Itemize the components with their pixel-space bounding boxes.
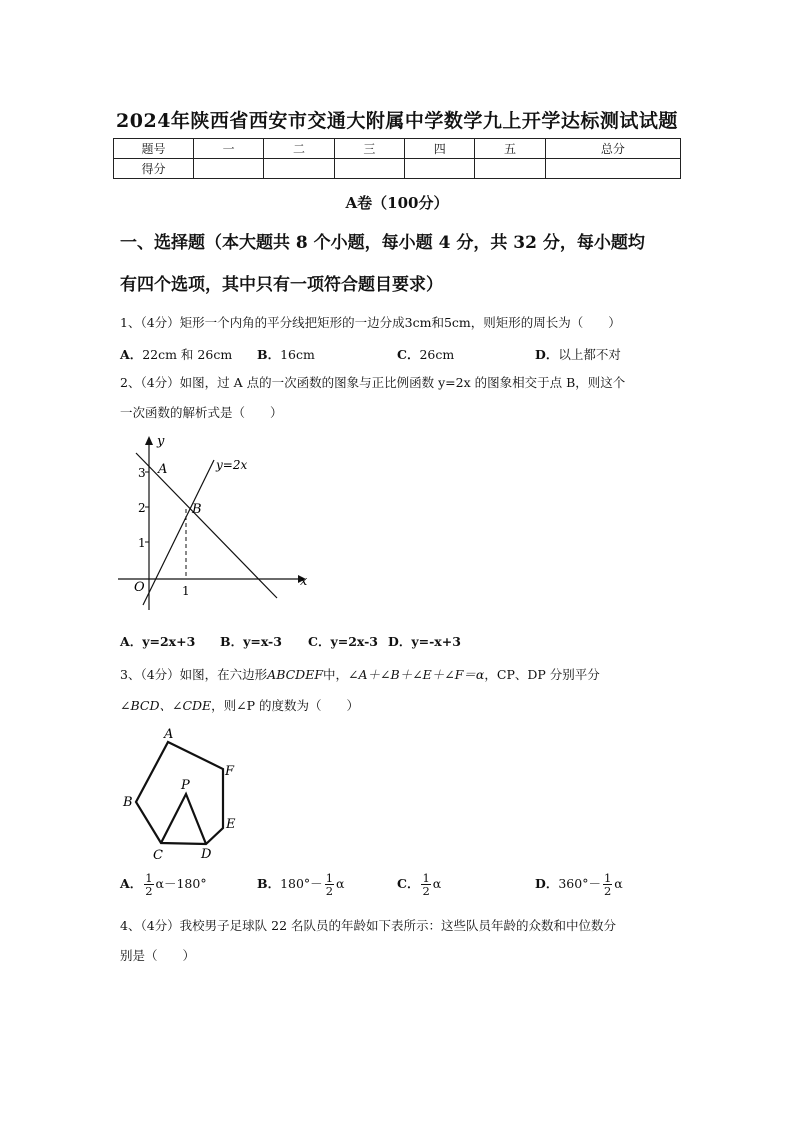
option-text: y=x-3 bbox=[243, 634, 282, 649]
option-label: A． bbox=[120, 347, 143, 362]
q3-hexagon-figure bbox=[115, 722, 255, 867]
q3-line1-post: ，CP、DP 分别平分 bbox=[484, 667, 600, 682]
vertex-c-label: C bbox=[153, 848, 163, 863]
score-row-label: 得分 bbox=[114, 159, 194, 179]
option-post: α bbox=[614, 876, 623, 891]
origin-label: O bbox=[134, 580, 145, 595]
q1-option-a[interactable] bbox=[120, 345, 232, 363]
option-label: A． bbox=[120, 634, 143, 649]
y-tick-label-3: 3 bbox=[138, 466, 146, 480]
q3-line1-pre: 3、（4分）如图，在六边形 bbox=[120, 667, 268, 682]
option-post: α－180° bbox=[155, 876, 207, 891]
option-text: 16cm bbox=[280, 347, 315, 362]
fraction-numerator: 1 bbox=[603, 871, 612, 885]
fraction-numerator: 1 bbox=[145, 871, 153, 885]
score-table-header-cell: 五 bbox=[475, 139, 545, 159]
option-label: D． bbox=[388, 634, 412, 649]
hexagon-abcdef bbox=[136, 742, 223, 844]
line-equation-label: y=2x bbox=[216, 458, 248, 472]
q2-option-b[interactable] bbox=[220, 632, 282, 650]
section-a-heading: A卷（100分） bbox=[345, 194, 449, 212]
q3-line2-post: ，则∠P 的度数为（ ） bbox=[211, 698, 360, 713]
option-label: B． bbox=[257, 347, 281, 362]
point-a-label: A bbox=[158, 462, 168, 477]
q3-option-c[interactable] bbox=[397, 872, 441, 897]
vertex-f-label: F bbox=[225, 764, 235, 779]
score-table-header-cell: 一 bbox=[194, 139, 264, 159]
fraction-half bbox=[603, 872, 612, 897]
score-cell bbox=[264, 159, 334, 179]
q4-text-line2: 别是（ ） bbox=[120, 948, 196, 963]
y-axis-label: y bbox=[157, 434, 165, 449]
q2-option-a[interactable] bbox=[120, 632, 195, 650]
option-label: B． bbox=[220, 634, 244, 649]
option-label: D． bbox=[535, 876, 559, 891]
vertex-p-label: P bbox=[181, 778, 190, 793]
score-table-header-cell: 二 bbox=[264, 139, 334, 159]
line-y-2x bbox=[143, 460, 214, 605]
option-text: y=-x+3 bbox=[411, 634, 461, 649]
vertex-e-label: E bbox=[226, 817, 236, 832]
score-cell bbox=[334, 159, 404, 179]
option-label: A． bbox=[120, 876, 143, 891]
q3-angles: ∠BCD、∠CDE bbox=[120, 698, 212, 713]
score-table-score-row bbox=[114, 159, 681, 179]
option-label: C． bbox=[397, 347, 420, 362]
score-cell bbox=[405, 159, 475, 179]
q1-option-b[interactable] bbox=[257, 345, 315, 363]
option-text: y=2x+3 bbox=[142, 634, 196, 649]
q2-text-line2: 一次函数的解析式是（ ） bbox=[120, 405, 283, 420]
q1-option-c[interactable] bbox=[397, 345, 454, 363]
fraction-half bbox=[325, 872, 334, 897]
q1-option-d[interactable] bbox=[535, 345, 621, 363]
option-text: y=2x-3 bbox=[330, 634, 379, 649]
q3-option-a[interactable] bbox=[120, 872, 207, 897]
option-label: C． bbox=[308, 634, 331, 649]
part1-heading-line1: 一、选择题（本大题共 8 个小题，每小题 4 分，共 32 分，每小题均 bbox=[120, 233, 645, 253]
option-label: B． bbox=[257, 876, 281, 891]
option-label: D． bbox=[535, 347, 559, 362]
fraction-denominator: 2 bbox=[145, 884, 153, 898]
q1-text: 1、（4分）矩形一个内角的平分线把矩形的一边分成3cm和5cm，则矩形的周长为（ ） bbox=[120, 315, 621, 330]
point-b-label: B bbox=[192, 502, 202, 517]
fraction-half bbox=[144, 872, 153, 897]
y-axis-arrow bbox=[145, 436, 153, 445]
score-table-header-cell: 三 bbox=[334, 139, 404, 159]
q3-hexagon-name: ABCDEF bbox=[267, 667, 324, 682]
score-table-header-cell: 题号 bbox=[114, 139, 194, 159]
part1-heading-line2: 有四个选项，其中只有一项符合题目要求） bbox=[120, 275, 443, 295]
fraction-numerator: 1 bbox=[422, 871, 430, 885]
vertex-d-label: D bbox=[201, 847, 212, 862]
option-post: α bbox=[336, 876, 345, 891]
q4-text-line1: 4、（4分）我校男子足球队 22 名队员的年龄如下表所示：这些队员年龄的众数和中位数分 bbox=[120, 918, 617, 933]
q2-option-c[interactable] bbox=[308, 632, 378, 650]
fraction-numerator: 1 bbox=[325, 871, 334, 885]
score-cell bbox=[545, 159, 680, 179]
vertex-a-label: A bbox=[164, 727, 174, 742]
q3-text-line2 bbox=[120, 691, 680, 720]
fraction-denominator: 2 bbox=[422, 884, 430, 898]
y-tick-label-1: 1 bbox=[138, 536, 146, 550]
q3-angle-sum: ∠A＋∠B＋∠E＋∠F＝α bbox=[348, 667, 485, 682]
score-cell bbox=[475, 159, 545, 179]
vertex-b-label: B bbox=[123, 795, 133, 810]
option-text: 22cm 和 26cm bbox=[142, 347, 233, 362]
score-cell bbox=[194, 159, 264, 179]
fraction-denominator: 2 bbox=[603, 884, 612, 898]
option-label: C． bbox=[397, 876, 420, 891]
score-table bbox=[113, 138, 681, 179]
fraction-half bbox=[421, 872, 430, 897]
q2-text-line1: 2、（4分）如图，过 A 点的一次函数的图象与正比例函数 y=2x 的图象相交于点 B，则这个 bbox=[120, 375, 626, 390]
x-tick-label-1: 1 bbox=[182, 584, 190, 598]
page-title: 2024年陕西省西安市交通大附属中学数学九上开学达标测试试题 bbox=[116, 110, 678, 132]
y-tick-label-2: 2 bbox=[138, 501, 146, 515]
q2-option-d[interactable] bbox=[388, 632, 461, 650]
x-axis-label: x bbox=[300, 574, 308, 589]
score-table-header-row bbox=[114, 139, 681, 159]
score-table-header-cell: 四 bbox=[405, 139, 475, 159]
q3-text-line1 bbox=[120, 660, 680, 689]
option-post: α bbox=[432, 876, 442, 891]
option-pre: 180°－ bbox=[280, 876, 323, 891]
angle-bisectors-cp-dp bbox=[161, 794, 206, 844]
q3-line1-mid: 中， bbox=[323, 667, 349, 682]
q2-graph-figure bbox=[110, 425, 320, 615]
score-table-header-cell: 总分 bbox=[545, 139, 680, 159]
option-text: 26cm bbox=[419, 347, 455, 362]
fraction-denominator: 2 bbox=[325, 884, 334, 898]
option-text: 以上都不对 bbox=[558, 347, 621, 362]
q3-option-b[interactable] bbox=[257, 872, 344, 897]
q3-option-d[interactable] bbox=[535, 872, 623, 897]
option-pre: 360°－ bbox=[558, 876, 601, 891]
